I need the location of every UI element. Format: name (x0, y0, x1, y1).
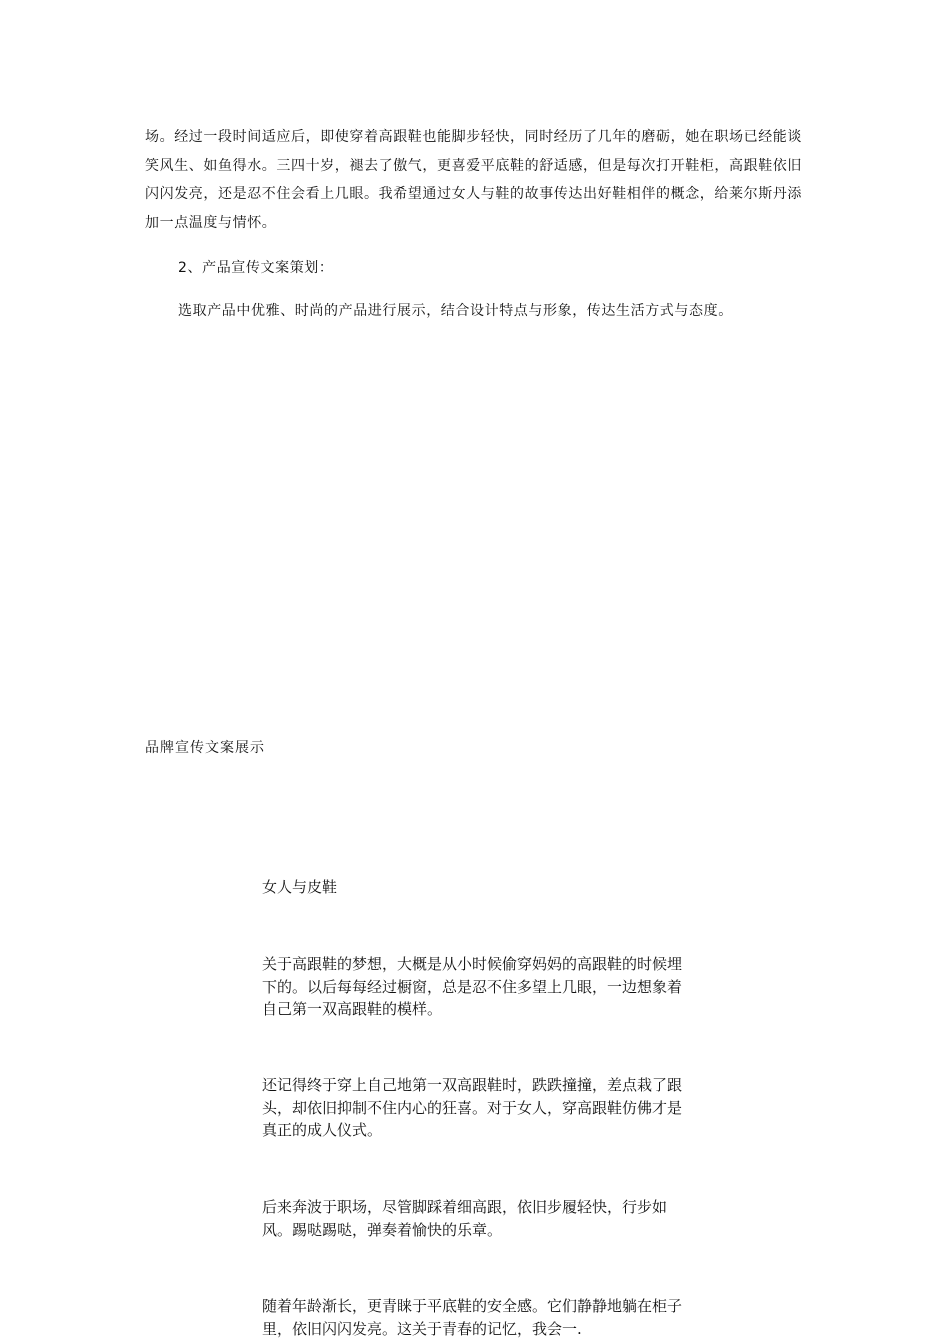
showcase-title: 品牌宣传文案展示 (145, 740, 265, 756)
story-paragraph-4: 随着年龄渐长，更青睐于平底鞋的安全感。它们静静地躺在柜子里，依旧闪闪发亮。这关于青春的记忆，我会一. (262, 1297, 683, 1338)
intro-paragraph: 场。经过一段时间适应后，即使穿着高跟鞋也能脚步轻快，同时经历了几年的磨砺，她在职场已经能谈笑风生、如鱼得水。三四十岁，褪去了傲气，更喜爱平底鞋的舒适感，但是每次打开鞋柜，高跟鞋依旧闪闪发亮，还是忍不住会看上几眼。我希望通过女人与鞋的故事传达出好鞋相伴的概念，给莱尔斯丹添加一点温度与情怀。 (145, 129, 802, 231)
section-2-body: 选取产品中优雅、时尚的产品进行展示，结合设计特点与形象，传达生活方式与态度。 (178, 303, 733, 319)
story-paragraph-3: 后来奔波于职场，尽管脚踩着细高跟，依旧步履轻快，行步如风。踢哒踢哒，弹奏着愉快的乐章。 (262, 1198, 668, 1239)
story-title: 女人与皮鞋 (262, 878, 338, 896)
story-paragraph-2: 还记得终于穿上自己地第一双高跟鞋时，跌跌撞撞，差点栽了跟头，却依旧抑制不住内心的狂喜。对于女人，穿高跟鞋仿佛才是真正的成人仪式。 (262, 1076, 683, 1139)
section-2-heading: 2、产品宣传文案策划： (178, 260, 334, 276)
story-paragraph-1: 关于高跟鞋的梦想，大概是从小时候偷穿妈妈的高跟鞋的时候埋下的。以后每每经过橱窗，总是忍不住多望上几眼，一边想象着自己第一双高跟鞋的模样。 (262, 955, 683, 1018)
